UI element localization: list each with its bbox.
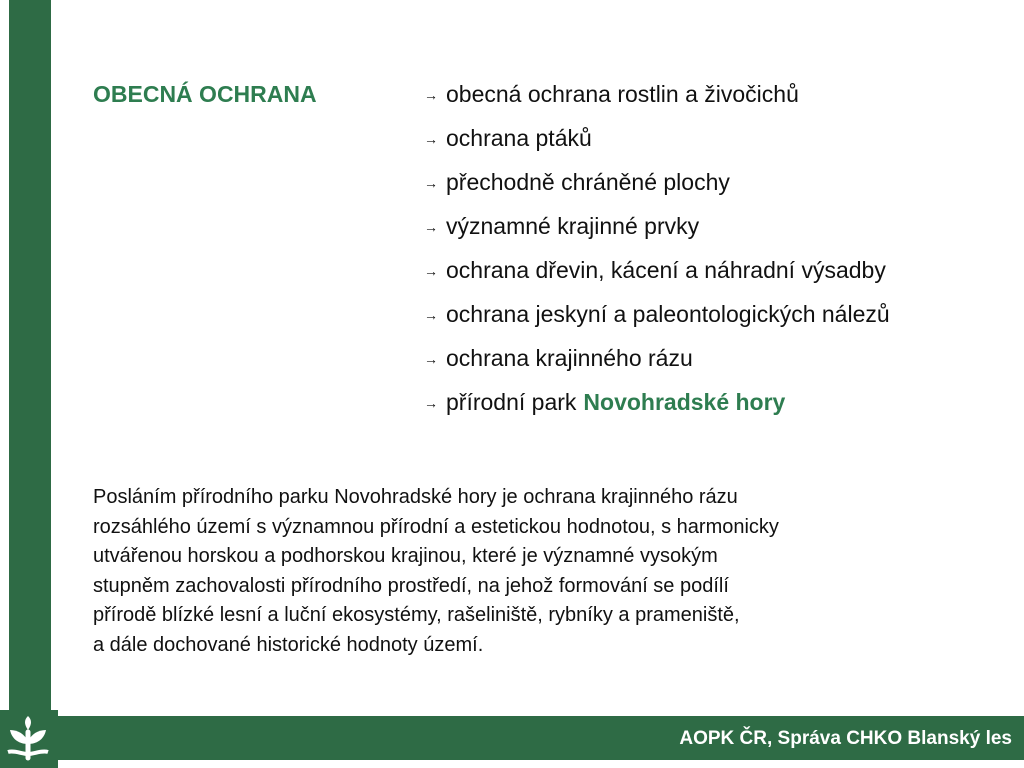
list-item [424, 298, 890, 342]
list-item-text: ochrana jeskyní a paleontologických nálezů [446, 301, 890, 327]
list-item-text: přírodní park [446, 389, 577, 415]
logo [0, 710, 58, 768]
list-item-text: ochrana ptáků [446, 125, 592, 151]
list-item [424, 78, 890, 122]
paragraph-line: přírodě blízké lesní a luční ekosystémy, rašeliniště, rybníky a prameniště, [93, 604, 740, 626]
arrow-icon: → [424, 263, 438, 279]
section-heading: OBECNÁ OCHRANA [93, 81, 317, 107]
paragraph-line: utvářenou horskou a podhorskou krajinou, které je významné vysokým [93, 545, 718, 567]
plant-sprout-logo-icon [2, 714, 54, 764]
list-item-text: obecná ochrana rostlin a živočichů [446, 81, 799, 107]
list-item-text: ochrana krajinného rázu [446, 345, 693, 371]
list-item [424, 210, 890, 254]
footer-organization: AOPK ČR, Správa CHKO Blanský les [679, 728, 1012, 749]
list-item [424, 386, 890, 430]
list-item [424, 342, 890, 386]
arrow-icon: → [424, 131, 438, 147]
list-item-text: ochrana dřevin, kácení a náhradní výsadby [446, 257, 886, 283]
list-item [424, 254, 890, 298]
paragraph-line: Posláním přírodního parku Novohradské hory je ochrana krajinného rázu [93, 486, 738, 508]
arrow-icon: → [424, 395, 438, 411]
arrow-icon: → [424, 219, 438, 235]
park-name-highlight: Novohradské hory [583, 389, 786, 415]
list-item [424, 166, 890, 210]
bullet-list [424, 78, 890, 430]
arrow-icon: → [424, 87, 438, 103]
arrow-icon: → [424, 351, 438, 367]
paragraph-line: rozsáhlého území s významnou přírodní a estetickou hodnotou, s harmonicky [93, 515, 779, 538]
list-item-text: významné krajinné prvky [446, 213, 700, 239]
paragraph-line: stupněm zachovalosti přírodního prostředí, na jehož formování se podílí [93, 574, 729, 597]
list-item-text: přechodně chráněné plochy [446, 169, 730, 195]
left-accent-bar [9, 0, 51, 768]
arrow-icon: → [424, 175, 438, 191]
list-item [424, 122, 890, 166]
description-paragraph [93, 483, 993, 660]
paragraph-line: a dále dochované historické hodnoty území. [93, 633, 484, 656]
arrow-icon: → [424, 307, 438, 323]
